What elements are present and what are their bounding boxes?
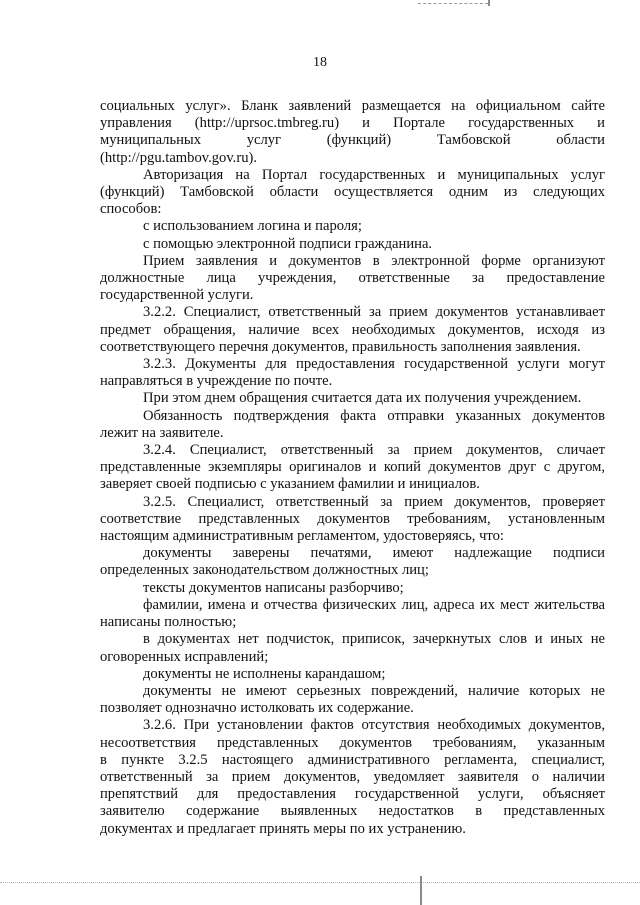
paragraph-line: настоящим административным регламентом, удостоверяясь, что:	[100, 528, 504, 545]
scan-artifact-bottom-tick	[420, 876, 422, 905]
paragraph-p16	[100, 666, 605, 683]
paragraph-line: 3.2.4. Специалист, ответственный за прием документов, сличает	[143, 442, 605, 459]
paragraph-line: соответствие представленных документов требованиям, установленным	[100, 510, 605, 527]
paragraph-p10	[100, 442, 605, 494]
paragraph-line: в документах нет подчисток, приписок, зачеркнутых слов и иных не	[143, 631, 605, 648]
paragraph-p3	[100, 218, 605, 235]
paragraph-p1	[100, 98, 605, 167]
paragraph-p18	[100, 717, 605, 837]
paragraph-line: с помощью электронной подписи гражданина.	[143, 235, 433, 252]
paragraph-p4	[100, 236, 605, 253]
paragraph-line: заявителю содержание выявленных недостатков в представленных	[100, 803, 605, 820]
paragraph-line: представленные экземпляры оригиналов и копий документов друг с другом,	[100, 459, 605, 476]
scan-artifact-bottom-rule	[0, 882, 640, 883]
paragraph-line: документы заверены печатями, имеют надлежащие подписи	[143, 545, 605, 562]
paragraph-line: лежит на заявителе.	[100, 424, 224, 441]
paragraph-line: Авторизация на Портал государственных и муниципальных услуг	[143, 166, 605, 183]
paragraph-line: 3.2.3. Документы для предоставления государственной услуги могут	[143, 356, 605, 373]
paragraph-line: Обязанность подтверждения факта отправки указанных документов	[143, 407, 605, 424]
paragraph-p14	[100, 597, 605, 631]
paragraph-p2	[100, 167, 605, 219]
paragraph-p5	[100, 253, 605, 305]
paragraph-p11	[100, 494, 605, 546]
paragraph-p12	[100, 545, 605, 579]
paragraph-line: 3.2.2. Специалист, ответственный за прием документов устанавливает	[143, 304, 605, 321]
paragraph-line: соответствующего перечня документов, правильность заполнения заявления.	[100, 338, 581, 355]
paragraph-line: написаны полностью;	[100, 614, 237, 631]
document-body	[100, 98, 605, 838]
paragraph-p7	[100, 356, 605, 390]
paragraph-line: социальных услуг». Бланк заявлений размещается на официальном сайте	[100, 98, 605, 114]
paragraph-line: фамилии, имена и отчества физических лиц, адреса их мест жительства	[143, 596, 605, 613]
paragraph-line: 3.2.5. Специалист, ответственный за прием документов, проверяет	[143, 493, 605, 510]
page-number: 18	[313, 55, 327, 70]
paragraph-line: Прием заявления и документов в электронной форме организуют	[143, 252, 605, 269]
paragraph-line: 3.2.6. При установлении фактов отсутствия необходимых документов,	[143, 717, 605, 734]
paragraph-p15	[100, 631, 605, 665]
paragraph-line: управления (http://uprsoc.tmbreg.ru) и Портале государственных и	[100, 115, 605, 132]
paragraph-line: (функций) Тамбовской области осуществляется одним из следующих	[100, 184, 605, 201]
paragraph-p13	[100, 580, 605, 597]
paragraph-line: предмет обращения, наличие всех необходимых документов, исходя из	[100, 321, 605, 338]
paragraph-line: ответственный за прием документов, уведомляет заявителя о наличии	[100, 768, 605, 785]
paragraph-line: должностные лица учреждения, ответственные за предоставление	[100, 270, 605, 287]
paragraph-line: препятствий для предоставления государственной услуги, объясняет	[100, 786, 605, 803]
paragraph-line: При этом днем обращения считается дата их получения учреждением.	[143, 390, 582, 407]
paragraph-line: документы не исполнены карандашом;	[143, 665, 386, 682]
paragraph-line: определенных законодательством должностных лиц;	[100, 562, 429, 579]
paragraph-line: тексты документов написаны разборчиво;	[143, 579, 404, 596]
paragraph-line: в пункте 3.2.5 настоящего административного регламента, специалист,	[100, 751, 605, 768]
paragraph-p17	[100, 683, 605, 717]
paragraph-line: документах и предлагает принять меры по их устранению.	[100, 820, 466, 837]
scan-artifact-top-tick	[488, 0, 490, 6]
paragraph-line: оговоренных исправлений;	[100, 648, 269, 665]
paragraph-p6	[100, 304, 605, 356]
paragraph-line: способов:	[100, 201, 162, 218]
paragraph-line: государственной услуги.	[100, 287, 254, 304]
paragraph-line: (http://pgu.tambov.gov.ru).	[100, 149, 257, 166]
paragraph-line: с использованием логина и пароля;	[143, 218, 362, 235]
paragraph-line: направляться в учреждение по почте.	[100, 373, 333, 390]
paragraph-line: несоответствия представленных документов требованиям, указанным	[100, 734, 605, 751]
paragraph-p9	[100, 408, 605, 442]
paragraph-line: муниципальных услуг (функций) Тамбовской области	[100, 132, 605, 149]
paragraph-line: заверяет своей подписью с указанием фамилии и инициалов.	[100, 476, 480, 493]
paragraph-line: документы не имеют серьезных повреждений, наличие которых не	[143, 682, 605, 699]
paragraph-line: позволяет однозначно истолковать их содержание.	[100, 700, 414, 717]
scan-artifact-top	[418, 0, 488, 4]
paragraph-p8	[100, 390, 605, 407]
